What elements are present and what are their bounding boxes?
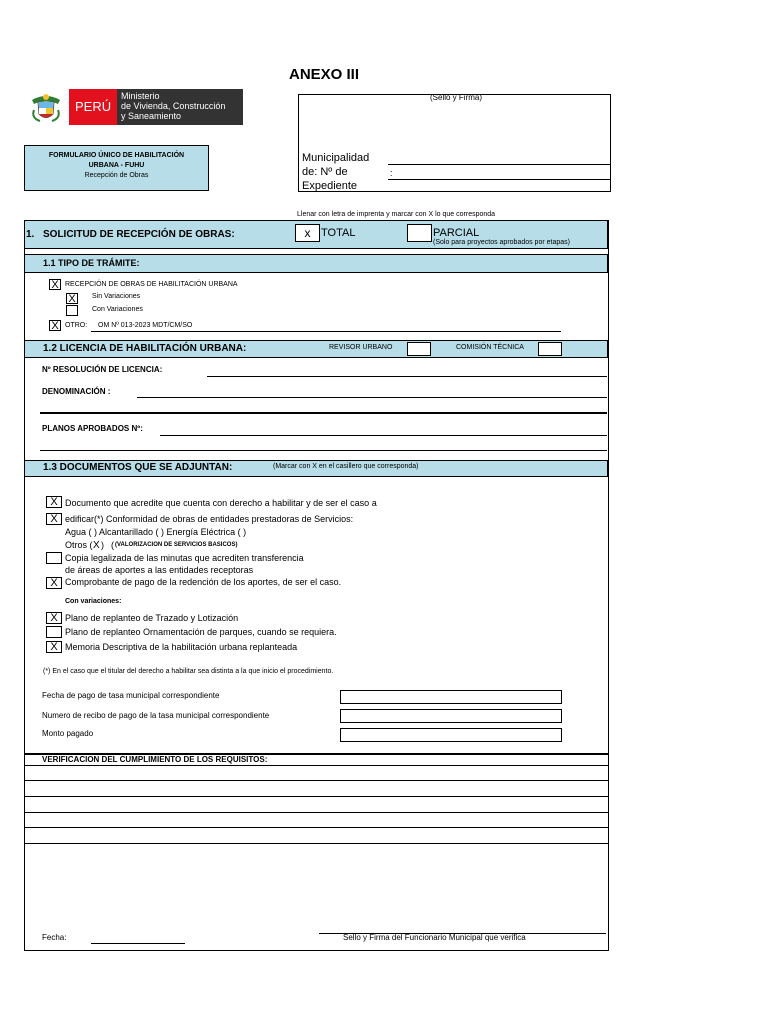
logo-ministry-line3: y Saneamiento bbox=[121, 111, 182, 121]
doc6-label: Plano de replanteo Ornamentación de parques, cuando se requiera. bbox=[65, 627, 337, 637]
fecha-field[interactable] bbox=[91, 943, 185, 944]
expediente-label-2: Expediente bbox=[302, 180, 358, 192]
peru-logo-block bbox=[69, 89, 117, 125]
otro-value: OM Nº 013-2023 MDT/CM/SO bbox=[98, 322, 193, 329]
expediente-label-1: de: Nº de bbox=[302, 166, 348, 178]
numero-recibo-label: Numero de recibo de pago de la tasa municipal correspondiente bbox=[42, 711, 270, 720]
recepcion-checkbox[interactable]: X bbox=[49, 279, 61, 290]
numero-recibo-input[interactable] bbox=[340, 709, 562, 723]
denominacion-label: DENOMINACIÓN : bbox=[42, 387, 111, 396]
doc3-label: Copia legalizada de las minutas que acrediten transferencia bbox=[65, 553, 304, 563]
doc6-checkbox[interactable] bbox=[46, 626, 62, 638]
total-checkbox[interactable]: x bbox=[295, 224, 320, 242]
sin-variaciones-label: Sin Variaciones bbox=[92, 293, 141, 300]
doc4-label: Comprobante de pago de la redención de los aportes, de ser el caso. bbox=[65, 577, 342, 587]
doc3-label-2: de áreas de aportes a las entidades receptoras bbox=[65, 565, 254, 575]
parcial-note: (Solo para proyectos aprobados por etapas) bbox=[433, 239, 570, 246]
parcial-label: PARCIAL bbox=[433, 227, 480, 239]
doc2-checkbox[interactable]: X bbox=[46, 513, 62, 525]
doc2-otros-mark: X bbox=[93, 540, 100, 551]
otro-field-line[interactable] bbox=[91, 331, 561, 332]
firma-label: Sello y Firma del Funcionario Municipal que verifica bbox=[343, 933, 526, 942]
con-variaciones-label: Con Variaciones bbox=[92, 306, 143, 313]
resolucion-label: Nº RESOLUCIÓN DE LICENCIA: bbox=[42, 365, 163, 374]
instructions: Llenar con letra de imprenta y marcar con X lo que corresponda bbox=[297, 211, 496, 218]
doc4-checkbox[interactable]: X bbox=[46, 577, 62, 589]
fecha-pago-label: Fecha de pago de tasa municipal correspondiente bbox=[42, 691, 220, 700]
section11-title: 1.1 TIPO DE TRÁMITE: bbox=[43, 258, 140, 268]
coat-of-arms-icon bbox=[28, 90, 64, 124]
expediente-field[interactable] bbox=[388, 179, 610, 180]
otro-checkbox[interactable]: X bbox=[49, 320, 61, 331]
revisor-checkbox[interactable] bbox=[407, 342, 431, 356]
comision-label: COMISIÓN TÉCNICA bbox=[456, 344, 524, 351]
comision-checkbox[interactable] bbox=[538, 342, 562, 356]
denominacion-field-2[interactable] bbox=[40, 412, 607, 414]
fecha-pago-input[interactable] bbox=[340, 690, 562, 704]
verificacion-row-line-1 bbox=[24, 765, 609, 766]
doc3-checkbox[interactable] bbox=[46, 552, 62, 564]
section1-title: SOLICITUD DE RECEPCIÓN DE OBRAS: bbox=[43, 229, 235, 240]
section13-note: (Marcar con X en el casillero que corresponda) bbox=[273, 463, 419, 470]
verificacion-row-line-3 bbox=[24, 796, 609, 797]
ministry-logo-block bbox=[117, 89, 243, 125]
doc7-label: Memoria Descriptiva de la habilitación urbana replanteada bbox=[65, 642, 298, 652]
verificacion-row-line-6 bbox=[24, 843, 609, 844]
doc2-otros-open: Otros ( bbox=[65, 540, 93, 550]
page-title: ANEXO III bbox=[289, 66, 360, 83]
logo-country: PERÚ bbox=[75, 99, 112, 114]
logo-ministry-line2: de Vivienda, Construcción bbox=[121, 101, 226, 111]
doc2-services: Agua ( ) Alcantarillado ( ) Energía Eléctrica ( ) bbox=[65, 527, 247, 537]
monto-label: Monto pagado bbox=[42, 729, 94, 738]
form-header-line3: Recepción de Obras bbox=[84, 172, 149, 179]
form-header-line2: URBANA - FUHU bbox=[88, 162, 145, 169]
doc7-checkbox[interactable]: X bbox=[46, 641, 62, 653]
planos-label: PLANOS APROBADOS Nº: bbox=[42, 424, 143, 433]
resolucion-field[interactable] bbox=[207, 376, 607, 377]
denominacion-field[interactable] bbox=[137, 397, 607, 398]
verificacion-row-line-2 bbox=[24, 780, 609, 781]
otro-label: OTRO: bbox=[65, 322, 88, 329]
monto-input[interactable] bbox=[340, 728, 562, 742]
total-label: TOTAL bbox=[321, 227, 356, 239]
stamp-label: (Sello y Firma) bbox=[430, 93, 483, 102]
doc1-checkbox[interactable]: X bbox=[46, 496, 62, 508]
municipalidad-field[interactable] bbox=[388, 164, 610, 165]
expediente-colon: : bbox=[390, 168, 393, 178]
revisor-label: REVISOR URBANO bbox=[329, 344, 393, 351]
doc5-label: Plano de replanteo de Trazado y Lotización bbox=[65, 613, 239, 623]
doc5-checkbox[interactable]: X bbox=[46, 612, 62, 624]
section1-number: 1. bbox=[26, 229, 35, 240]
verificacion-row-line-4 bbox=[24, 812, 609, 813]
section13-title: 1.3 DOCUMENTOS QUE SE ADJUNTAN: bbox=[43, 462, 233, 473]
verificacion-title: VERIFICACION DEL CUMPLIMIENTO DE LOS REQUISITOS: bbox=[42, 755, 268, 764]
con-variaciones-heading: Con variaciones: bbox=[65, 598, 122, 605]
footnote: (*) En el caso que el titular del derecho a habilitar sea distinta a la que inicio el procedimiento. bbox=[43, 668, 334, 675]
municipalidad-label: Municipalidad bbox=[302, 152, 370, 164]
parcial-checkbox[interactable] bbox=[407, 224, 432, 242]
doc2-label: edificar(*) Conformidad de obras de entidades prestadoras de Servicios: bbox=[65, 514, 354, 524]
planos-field-2[interactable] bbox=[40, 450, 607, 451]
doc1-label: Documento que acredite que cuenta con derecho a habilitar y de ser el caso a bbox=[65, 498, 377, 508]
doc2-otros-close: ) bbox=[101, 540, 104, 550]
sin-variaciones-checkbox[interactable]: X bbox=[66, 293, 78, 304]
con-variaciones-checkbox[interactable] bbox=[66, 305, 78, 316]
verificacion-row-line-5 bbox=[24, 827, 609, 828]
doc2-otros-note: (VALORIZACION DE SERVICIOS BASICOS) bbox=[115, 542, 238, 548]
recepcion-label: RECEPCIÓN DE OBRAS DE HABILITACIÓN URBANA bbox=[65, 281, 238, 288]
logo-ministry-line1: Ministerio bbox=[121, 91, 160, 101]
form-header-line1: FORMULARIO ÚNICO DE HABILITACIÓN bbox=[48, 152, 185, 159]
planos-field[interactable] bbox=[160, 435, 607, 436]
section12-title: 1.2 LICENCIA DE HABILITACIÓN URBANA: bbox=[43, 343, 247, 354]
doc2-otros-paren: ( bbox=[111, 540, 114, 550]
fecha-label: Fecha: bbox=[42, 933, 67, 942]
